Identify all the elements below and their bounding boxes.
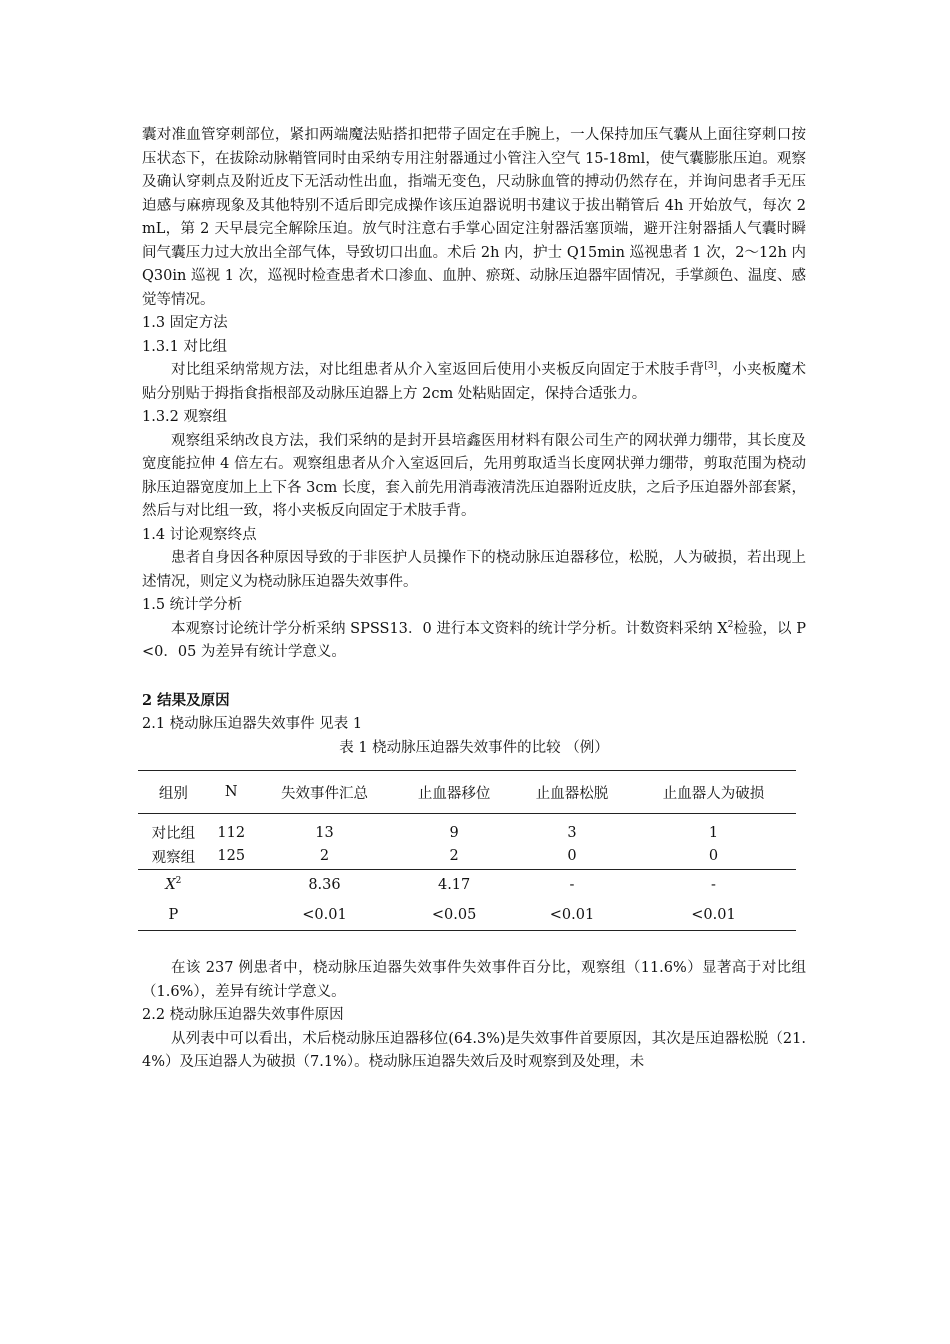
table-cell: <0.01 <box>631 900 796 931</box>
table-cell: P <box>138 900 209 931</box>
text-segment: 对比组采纳常规方法，对比组患者从介入室返回后使用小夹板反向固定于术肢手背 <box>171 362 705 378</box>
table-cell: 3 <box>567 824 577 841</box>
paragraph-control-method <box>142 359 806 406</box>
table-cell <box>209 900 254 931</box>
table-cell-chi-label <box>138 870 209 901</box>
table-cell: - <box>631 870 796 901</box>
header-cell: N <box>209 771 254 814</box>
table-cell: 9 <box>449 824 459 841</box>
text-segment: 检验，以 P<0．05 为差异有统计学意义。 <box>142 620 806 660</box>
heading-2-text: 2 结果及原因 <box>142 691 230 709</box>
table-row-p-value <box>138 900 796 931</box>
heading-2-2: 2.2 桡动脉压迫器失效事件原因 <box>142 1007 344 1023</box>
text-segment: ，小夹板魔术贴分别贴于拇指食指根部及动脉压迫器上方 2cm 处粘贴固定，保持合适张力。 <box>142 362 807 402</box>
paragraph-results: 在该 237 例患者中，桡动脉压迫器失效事件失效事件百分比，观察组（11.6%）显著高于对比组（1.6%），差异有统计学意义。 <box>142 960 806 1000</box>
header-cell: 止血器移位 <box>395 771 513 814</box>
header-cell: 止血器人为破损 <box>631 771 796 814</box>
header-cell: 组别 <box>138 771 209 814</box>
table-cell: <0.01 <box>254 900 395 931</box>
table-cell: 0 <box>567 848 577 864</box>
paragraph-endpoint: 患者自身因各种原因导致的于非医护人员操作下的桡动脉压迫器移位，松脱，人为破损，若出现上述情况，则定义为桡动脉压迫器失效事件。 <box>142 550 806 590</box>
text-segment: 本观察讨论统计学分析采纳 SPSS13．0 进行本文资料的统计学分析。计数资料采纳 X <box>171 620 728 637</box>
chi-symbol: X <box>165 877 176 893</box>
table-cell: <0.01 <box>513 900 631 931</box>
table-cell: - <box>513 870 631 901</box>
table-cell: 观察组 <box>151 849 196 866</box>
paragraph-statistics <box>142 618 806 665</box>
table-cell: <0.05 <box>395 900 513 931</box>
paragraph-observation-method: 观察组采纳改良方法，我们采纳的是封开县培鑫医用材料有限公司生产的网状弹力绷带，其长度及宽度能拉伸 4 倍左右。观察组患者从介入室返回后，先用剪取适当长度网状弹力绷带，剪取范围为桡动脉压迫器宽度加上上下各 3cm 长度，套入前先用消毒液清洗压迫器附近皮肤，之后予压迫器外部套紧，然后与对比组一致，将小夹板反向固定于术肢手背。 <box>142 432 806 519</box>
superscript: 2 <box>175 876 182 887</box>
table-row-chi-square <box>138 870 796 901</box>
table-cell <box>209 870 254 901</box>
table-row <box>138 843 796 870</box>
heading-1-3: 1.3 固定方法 <box>142 315 228 331</box>
document-page <box>142 124 806 1075</box>
table-caption: 表 1 桡动脉压迫器失效事件的比较 （例） <box>339 739 609 756</box>
table-cell: 112 <box>217 824 246 841</box>
spacer <box>142 931 806 957</box>
heading-1-3-2: 1.3.2 观察组 <box>142 409 228 425</box>
superscript: 2 <box>727 619 734 630</box>
citation-ref: [3] <box>704 361 718 372</box>
heading-1-3-1: 1.3.1 对比组 <box>142 338 228 355</box>
header-cell: 失效事件汇总 <box>254 771 395 814</box>
table-cell: 1 <box>708 824 719 841</box>
table-cell: 0 <box>708 848 719 864</box>
table-cell: 2 <box>449 848 459 864</box>
header-cell: 止血器松脱 <box>513 771 631 814</box>
heading-2-1: 2.1 桡动脉压迫器失效事件 见表 1 <box>142 716 363 732</box>
table-cell: 4.17 <box>395 870 513 901</box>
heading-1-5: 1.5 统计学分析 <box>142 597 243 613</box>
results-table <box>138 770 796 931</box>
heading-2 <box>142 689 806 714</box>
table-cell: 13 <box>315 824 334 841</box>
table-cell: 8.36 <box>254 870 395 901</box>
spacer <box>142 665 806 689</box>
heading-1-4: 1.4 讨论观察终点 <box>142 526 257 543</box>
table-cell: 对比组 <box>151 826 196 842</box>
table-cell: 2 <box>319 848 330 864</box>
table-header-row <box>138 771 796 814</box>
paragraph-causes: 从列表中可以看出，术后桡动脉压迫器移位(64.3%)是失效事件首要原因，其次是压迫器松脱（21.4%）及压迫器人为破损（7.1%）。桡动脉压迫器失效后及时观察到及处理，未 <box>142 1030 806 1070</box>
paragraph-procedure: 囊对准血管穿刺部位，紧扣两端魔法贴搭扣把带子固定在手腕上，一人保持加压气囊从上面往穿刺口按压状态下，在拔除动脉鞘管同时由采纳专用注射器通过小管注入空气 15-18ml，使气囊膨胀压迫。观察及确认穿刺点及附近皮下无活动性出血，指端无变色，尺动脉血管的搏动仍然存在，并询问患者手无压迫感与麻痹现象及其他特别不适后即完成操作该压迫器说明书建议于拔出鞘管后 4h 开始放气，每次 2mL，第 2 天早晨完全解除压迫。放气时注意右手掌心固定注射器活塞顶端，避开注射器插人气囊时瞬间气囊压力过大放出全部气体，导致切口出血。术后 2h 内，护士 Q15min 巡视患者 1 次，2～12h 内 Q30in 巡视 1 次，巡视时检查患者术口渗血、血肿、瘀斑、动脉压迫器牢固情况，手掌颜色、温度、感觉等情况。 <box>142 127 806 308</box>
table-row <box>138 814 796 844</box>
table-cell: 125 <box>217 848 246 864</box>
